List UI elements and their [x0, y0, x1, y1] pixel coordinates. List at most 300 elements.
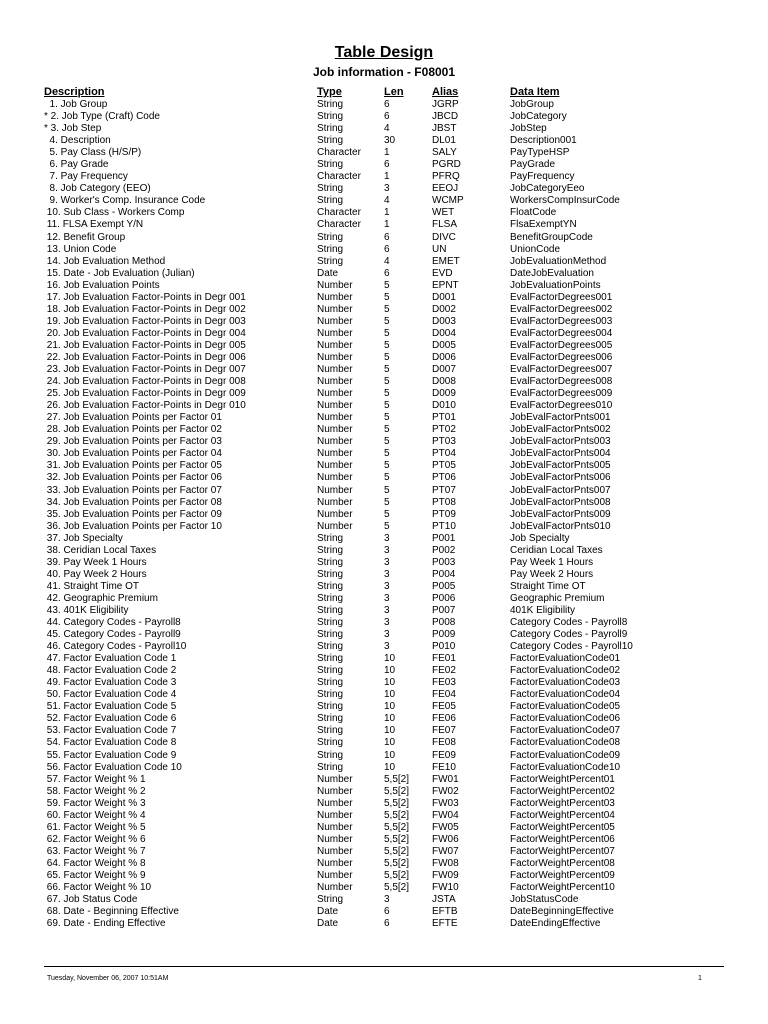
row-description: 14. Job Evaluation Method — [44, 255, 166, 267]
row-description: 53. Factor Evaluation Code 7 — [44, 725, 177, 737]
row-data-item: FactorWeightPercent06 — [510, 833, 615, 845]
row-len: 5 — [384, 364, 390, 376]
row-type: Number — [317, 351, 353, 363]
row-type: String — [317, 592, 344, 604]
row-alias: PT05 — [432, 460, 456, 472]
row-description: 45. Category Codes - Payroll9 — [44, 629, 181, 641]
row-len: 1 — [384, 207, 390, 219]
row-len: 3 — [384, 629, 390, 641]
row-len: 5 — [384, 520, 390, 532]
row-alias: D007 — [432, 364, 456, 376]
row-len: 5,5[2] — [384, 882, 410, 894]
row-type: Number — [317, 315, 353, 327]
row-type: String — [317, 183, 344, 195]
row-alias: FW03 — [432, 797, 459, 809]
row-description: 55. Factor Evaluation Code 9 — [44, 749, 177, 761]
table-row — [0, 268, 768, 280]
row-len: 10 — [384, 737, 396, 749]
row-description: 24. Job Evaluation Factor-Points in Degr 008 — [44, 376, 246, 388]
row-data-item: DateJobEvaluation — [510, 267, 594, 279]
row-description: 30. Job Evaluation Points per Factor 04 — [44, 448, 222, 460]
row-len: 10 — [384, 701, 396, 713]
table-row — [0, 135, 768, 147]
row-len: 5 — [384, 436, 390, 448]
row-description: 6. Pay Grade — [44, 159, 109, 171]
page-title: Table Design — [334, 44, 434, 61]
row-len: 5 — [384, 448, 390, 460]
column-header-type: Type — [317, 86, 342, 98]
row-description: 22. Job Evaluation Factor-Points in Degr 006 — [44, 351, 246, 363]
row-alias: PFRQ — [432, 171, 460, 183]
row-description: 28. Job Evaluation Points per Factor 02 — [44, 424, 222, 436]
table-row — [0, 846, 768, 858]
row-len: 10 — [384, 761, 396, 773]
table-row — [0, 195, 768, 207]
row-alias: FE09 — [432, 749, 456, 761]
table-row — [0, 629, 768, 641]
row-alias: FW10 — [432, 882, 459, 894]
table-row — [0, 798, 768, 810]
row-data-item: PayTypeHSP — [510, 147, 570, 159]
row-len: 6 — [384, 243, 390, 255]
row-type: Number — [317, 376, 353, 388]
row-alias: EMET — [432, 255, 460, 267]
table-row — [0, 725, 768, 737]
row-alias: EPNT — [432, 279, 459, 291]
table-row — [0, 497, 768, 509]
row-len: 5 — [384, 460, 390, 472]
row-len: 3 — [384, 568, 390, 580]
row-type: Number — [317, 291, 353, 303]
row-description: 68. Date - Beginning Effective — [44, 906, 179, 918]
row-description: 63. Factor Weight % 7 — [44, 845, 146, 857]
row-data-item: JobEvalFactorPnts008 — [510, 496, 611, 508]
row-description: 12. Benefit Group — [44, 231, 126, 243]
row-data-item: Pay Week 1 Hours — [510, 556, 594, 568]
table-row — [0, 665, 768, 677]
row-data-item: JobEvalFactorPnts007 — [510, 484, 611, 496]
row-type: Date — [317, 267, 339, 279]
row-len: 10 — [384, 665, 396, 677]
row-data-item: Pay Week 2 Hours — [510, 568, 594, 580]
row-type: Number — [317, 785, 353, 797]
row-description: 47. Factor Evaluation Code 1 — [44, 653, 177, 665]
row-data-item: PayFrequency — [510, 171, 575, 183]
row-alias: FE02 — [432, 665, 456, 677]
row-description: 41. Straight Time OT — [44, 580, 140, 592]
row-description: 40. Pay Week 2 Hours — [44, 568, 147, 580]
row-alias: D010 — [432, 400, 456, 412]
row-description: 54. Factor Evaluation Code 8 — [44, 737, 177, 749]
row-data-item: JobCategory — [510, 111, 567, 123]
row-data-item: FloatCode — [510, 207, 557, 219]
row-len: 5,5[2] — [384, 845, 410, 857]
row-data-item: Category Codes - Payroll9 — [510, 629, 628, 641]
row-data-item: FactorWeightPercent08 — [510, 857, 615, 869]
column-header-description: Description — [44, 86, 105, 98]
row-len: 6 — [384, 99, 390, 110]
footer-page-number: 1 — [698, 975, 702, 982]
table-row — [0, 219, 768, 231]
row-data-item: EvalFactorDegrees010 — [510, 400, 613, 412]
row-len: 30 — [384, 135, 396, 147]
table-row — [0, 147, 768, 159]
row-len: 5 — [384, 339, 390, 351]
row-type: String — [317, 159, 344, 171]
row-data-item: FactorWeightPercent02 — [510, 785, 615, 797]
row-description: 52. Factor Evaluation Code 6 — [44, 713, 177, 725]
row-type: String — [317, 713, 344, 725]
row-alias: FE04 — [432, 689, 456, 701]
table-row — [0, 460, 768, 472]
row-type: String — [317, 689, 344, 701]
row-len: 5 — [384, 303, 390, 315]
row-data-item: Straight Time OT — [510, 580, 586, 592]
row-alias: EFTB — [432, 906, 458, 918]
table-row — [0, 123, 768, 135]
table-row — [0, 448, 768, 460]
row-len: 6 — [384, 267, 390, 279]
row-alias: FLSA — [432, 219, 458, 231]
row-len: 10 — [384, 725, 396, 737]
table-row — [0, 316, 768, 328]
row-len: 3 — [384, 604, 390, 616]
row-alias: PT01 — [432, 412, 456, 424]
table-row — [0, 400, 768, 412]
row-data-item: Category Codes - Payroll10 — [510, 641, 633, 653]
row-len: 1 — [384, 171, 390, 183]
table-row — [0, 533, 768, 545]
row-type: String — [317, 641, 344, 653]
row-alias: PT08 — [432, 496, 456, 508]
row-len: 10 — [384, 677, 396, 689]
row-description: 37. Job Specialty — [44, 532, 123, 544]
row-type: String — [317, 749, 344, 761]
row-description: 34. Job Evaluation Points per Factor 08 — [44, 496, 222, 508]
row-len: 6 — [384, 111, 390, 123]
row-alias: FW07 — [432, 845, 459, 857]
row-len: 5,5[2] — [384, 773, 410, 785]
row-data-item: JobStep — [510, 123, 547, 135]
page-subtitle: Job information - F08001 — [312, 65, 456, 79]
row-alias: P002 — [432, 544, 456, 556]
row-type: String — [317, 737, 344, 749]
row-type: String — [317, 532, 344, 544]
table-row — [0, 894, 768, 906]
row-type: String — [317, 135, 344, 147]
table-row — [0, 870, 768, 882]
row-data-item: Geographic Premium — [510, 592, 605, 604]
row-alias: PT09 — [432, 508, 456, 520]
row-data-item: FactorEvaluationCode05 — [510, 701, 621, 713]
row-description: 43. 401K Eligibility — [44, 604, 129, 616]
row-type: Character — [317, 171, 361, 183]
row-len: 5 — [384, 484, 390, 496]
row-len: 6 — [384, 906, 390, 918]
row-alias: D001 — [432, 291, 456, 303]
row-data-item: FactorEvaluationCode10 — [510, 761, 621, 773]
row-type: Number — [317, 833, 353, 845]
row-len: 5 — [384, 496, 390, 508]
row-len: 3 — [384, 580, 390, 592]
row-data-item: Category Codes - Payroll8 — [510, 617, 628, 629]
row-len: 3 — [384, 592, 390, 604]
table-row — [0, 822, 768, 834]
row-alias: P001 — [432, 532, 456, 544]
row-type: Number — [317, 412, 353, 424]
row-len: 5 — [384, 279, 390, 291]
table-row — [0, 183, 768, 195]
row-type: Date — [317, 906, 339, 918]
table-row — [0, 340, 768, 352]
row-alias: P008 — [432, 617, 456, 629]
row-type: String — [317, 111, 344, 123]
row-description: 19. Job Evaluation Factor-Points in Degr 003 — [44, 315, 246, 327]
row-alias: P006 — [432, 592, 456, 604]
table-row — [0, 810, 768, 822]
row-type: String — [317, 677, 344, 689]
row-len: 5 — [384, 388, 390, 400]
row-alias: PT07 — [432, 484, 456, 496]
row-data-item: EvalFactorDegrees007 — [510, 364, 613, 376]
row-alias: FE01 — [432, 653, 456, 665]
table-row — [0, 689, 768, 701]
row-description: 35. Job Evaluation Points per Factor 09 — [44, 508, 222, 520]
table-row — [0, 737, 768, 749]
row-description: 26. Job Evaluation Factor-Points in Degr 010 — [44, 400, 246, 412]
table-row — [0, 99, 768, 111]
row-data-item: FactorEvaluationCode07 — [510, 725, 621, 737]
footer-divider — [44, 966, 724, 967]
row-description: 62. Factor Weight % 6 — [44, 833, 146, 845]
row-len: 5,5[2] — [384, 821, 410, 833]
table-row — [0, 364, 768, 376]
column-header-len: Len — [384, 86, 404, 98]
table-row — [0, 858, 768, 870]
table-row — [0, 701, 768, 713]
row-len: 5 — [384, 291, 390, 303]
row-description: 33. Job Evaluation Points per Factor 07 — [44, 484, 222, 496]
row-type: String — [317, 255, 344, 267]
column-header-alias: Alias — [432, 86, 459, 98]
row-data-item: FactorWeightPercent05 — [510, 821, 615, 833]
row-len: 4 — [384, 123, 390, 135]
table-row — [0, 159, 768, 171]
row-data-item: PayGrade — [510, 159, 556, 171]
row-len: 10 — [384, 713, 396, 725]
table-row — [0, 171, 768, 183]
row-alias: FE08 — [432, 737, 456, 749]
row-type: Character — [317, 147, 361, 159]
table-row — [0, 641, 768, 653]
row-type: Number — [317, 388, 353, 400]
row-data-item: JobEvalFactorPnts001 — [510, 412, 611, 424]
row-alias: JGRP — [432, 99, 459, 110]
row-data-item: EvalFactorDegrees009 — [510, 388, 613, 400]
row-type: Number — [317, 460, 353, 472]
table-row — [0, 376, 768, 388]
row-description: 66. Factor Weight % 10 — [44, 882, 152, 894]
row-type: String — [317, 556, 344, 568]
row-description: 60. Factor Weight % 4 — [44, 809, 146, 821]
table-row — [0, 436, 768, 448]
table-row — [0, 605, 768, 617]
row-len: 5 — [384, 315, 390, 327]
row-alias: EFTE — [432, 918, 458, 930]
row-len: 6 — [384, 159, 390, 171]
row-type: Number — [317, 436, 353, 448]
row-description: 23. Job Evaluation Factor-Points in Degr 007 — [44, 364, 246, 376]
table-row — [0, 521, 768, 533]
row-type: String — [317, 761, 344, 773]
row-description: 42. Geographic Premium — [44, 592, 158, 604]
row-type: Number — [317, 773, 353, 785]
row-data-item: EvalFactorDegrees001 — [510, 291, 613, 303]
row-description: 20. Job Evaluation Factor-Points in Degr 004 — [44, 327, 246, 339]
row-type: Number — [317, 821, 353, 833]
table-row — [0, 352, 768, 364]
row-data-item: FactorEvaluationCode03 — [510, 677, 621, 689]
row-data-item: FactorWeightPercent04 — [510, 809, 615, 821]
row-alias: P003 — [432, 556, 456, 568]
row-type: Number — [317, 424, 353, 436]
row-type: Number — [317, 857, 353, 869]
row-data-item: FlsaExemptYN — [510, 219, 577, 231]
row-data-item: FactorWeightPercent07 — [510, 845, 615, 857]
row-len: 5 — [384, 351, 390, 363]
row-description: 29. Job Evaluation Points per Factor 03 — [44, 436, 222, 448]
row-len: 10 — [384, 749, 396, 761]
row-data-item: JobGroup — [510, 99, 554, 110]
row-data-item: JobEvalFactorPnts009 — [510, 508, 611, 520]
row-data-item: JobEvalFactorPnts006 — [510, 472, 611, 484]
row-description: 61. Factor Weight % 5 — [44, 821, 146, 833]
row-alias: D002 — [432, 303, 456, 315]
row-alias: FE05 — [432, 701, 456, 713]
row-description: 56. Factor Evaluation Code 10 — [44, 761, 182, 773]
table-row — [0, 292, 768, 304]
row-alias: FE03 — [432, 677, 456, 689]
row-type: String — [317, 604, 344, 616]
table-row — [0, 581, 768, 593]
row-description: 27. Job Evaluation Points per Factor 01 — [44, 412, 222, 424]
row-data-item: Job Specialty — [510, 532, 570, 544]
row-description: * 3. Job Step — [44, 123, 102, 135]
table-row — [0, 750, 768, 762]
row-type: String — [317, 629, 344, 641]
row-len: 10 — [384, 653, 396, 665]
row-len: 5,5[2] — [384, 785, 410, 797]
row-data-item: JobStatusCode — [510, 894, 579, 906]
row-type: String — [317, 701, 344, 713]
table-row — [0, 882, 768, 894]
row-len: 6 — [384, 918, 390, 930]
row-description: 46. Category Codes - Payroll10 — [44, 641, 187, 653]
row-data-item: EvalFactorDegrees004 — [510, 327, 613, 339]
table-row — [0, 545, 768, 557]
row-data-item: EvalFactorDegrees008 — [510, 376, 613, 388]
row-type: String — [317, 231, 344, 243]
row-description: 1. Job Group — [44, 99, 108, 110]
row-type: String — [317, 894, 344, 906]
table-row — [0, 412, 768, 424]
table-row — [0, 485, 768, 497]
row-description: 59. Factor Weight % 3 — [44, 797, 146, 809]
row-description: 51. Factor Evaluation Code 5 — [44, 701, 177, 713]
row-len: 3 — [384, 532, 390, 544]
row-type: String — [317, 99, 344, 110]
row-description: 32. Job Evaluation Points per Factor 06 — [44, 472, 222, 484]
row-data-item: DateEndingEffective — [510, 918, 601, 930]
row-type: String — [317, 544, 344, 556]
row-len: 5,5[2] — [384, 857, 410, 869]
row-data-item: EvalFactorDegrees005 — [510, 339, 613, 351]
row-data-item: UnionCode — [510, 243, 561, 255]
table-row — [0, 713, 768, 725]
row-alias: JBCD — [432, 111, 459, 123]
row-description: 5. Pay Class (H/S/P) — [44, 147, 142, 159]
row-alias: FW02 — [432, 785, 459, 797]
row-len: 4 — [384, 255, 390, 267]
row-type: Number — [317, 364, 353, 376]
row-alias: FW08 — [432, 857, 459, 869]
row-data-item: FactorEvaluationCode01 — [510, 653, 621, 665]
table-row — [0, 111, 768, 123]
row-type: Number — [317, 845, 353, 857]
row-description: 10. Sub Class - Workers Comp — [44, 207, 185, 219]
row-alias: EVD — [432, 267, 453, 279]
row-data-item: FactorEvaluationCode04 — [510, 689, 621, 701]
table-row — [0, 388, 768, 400]
row-type: Number — [317, 472, 353, 484]
row-alias: DIVC — [432, 231, 456, 243]
row-description: 39. Pay Week 1 Hours — [44, 556, 147, 568]
row-alias: P005 — [432, 580, 456, 592]
row-alias: FW05 — [432, 821, 459, 833]
row-type: Character — [317, 219, 361, 231]
row-data-item: JobEvalFactorPnts005 — [510, 460, 611, 472]
table-row — [0, 569, 768, 581]
row-alias: PT10 — [432, 520, 456, 532]
row-alias: PT06 — [432, 472, 456, 484]
row-alias: P004 — [432, 568, 456, 580]
row-alias: SALY — [432, 147, 457, 159]
row-type: Number — [317, 809, 353, 821]
row-len: 5,5[2] — [384, 870, 410, 881]
row-type: Number — [317, 496, 353, 508]
row-alias: PT03 — [432, 436, 456, 448]
row-type: Number — [317, 327, 353, 339]
row-data-item: Description001 — [510, 135, 577, 147]
row-data-item: EvalFactorDegrees002 — [510, 303, 613, 315]
row-alias: FE06 — [432, 713, 456, 725]
row-description: 36. Job Evaluation Points per Factor 10 — [44, 520, 222, 532]
table-row — [0, 617, 768, 629]
row-description: 7. Pay Frequency — [44, 171, 128, 183]
table-row — [0, 207, 768, 219]
row-description: 31. Job Evaluation Points per Factor 05 — [44, 460, 222, 472]
row-alias: P010 — [432, 641, 456, 653]
row-alias: D008 — [432, 376, 456, 388]
row-type: Number — [317, 303, 353, 315]
row-description: * 2. Job Type (Craft) Code — [44, 111, 160, 123]
row-alias: FE07 — [432, 725, 456, 737]
row-alias: WCMP — [432, 195, 464, 207]
table-row — [0, 244, 768, 256]
row-data-item: JobEvaluationMethod — [510, 255, 607, 267]
row-len: 5 — [384, 424, 390, 436]
row-data-item: FactorWeightPercent09 — [510, 870, 615, 881]
